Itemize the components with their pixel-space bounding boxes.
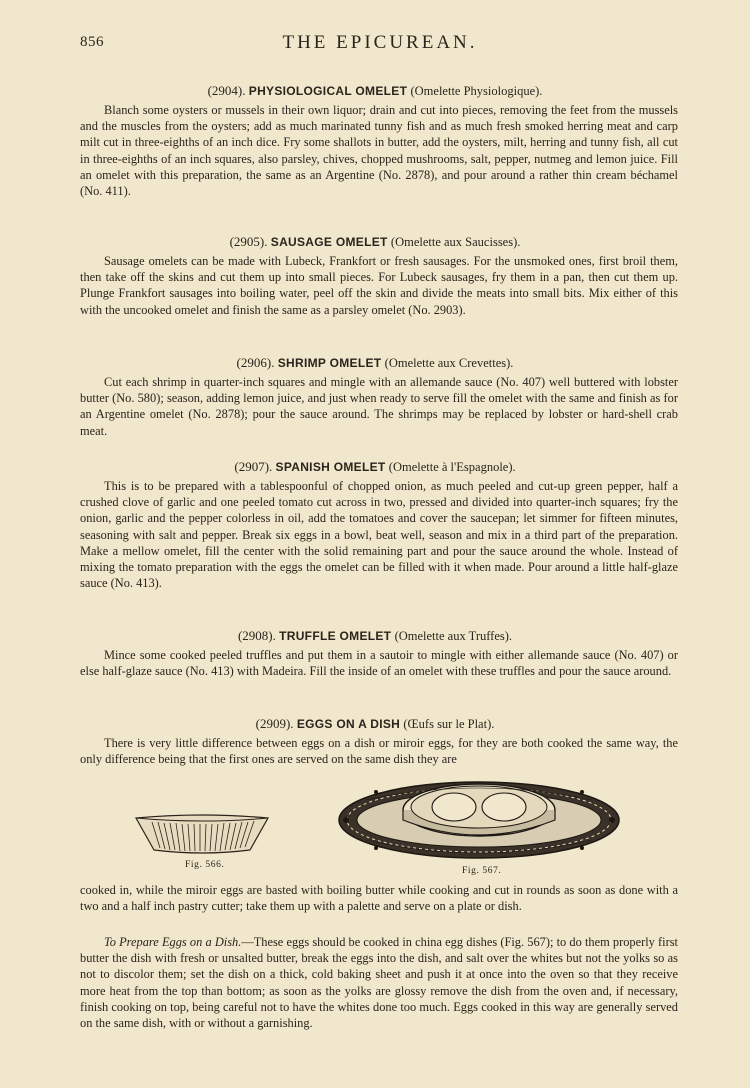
- section-title: PHYSIOLOGICAL OMELET: [248, 84, 408, 98]
- section-body: Blanch some oysters or mussels in their own liquor; drain and cut into pieces, removing the feet from the mussels and the muscles from the oysters; add as much marinated tunny fish and as much fresh smoked herring meat and carp milt cut in three-eighths of an inch dice. Fry some shallots in butter, add the oysters, milt, herring and tunny fish, all cut in three-eighths of an inch squares, also parsley, chives, chopped mushrooms, salt, pepper, nutmeg and lemon juice. Fill an omelet with this preparation, the same as an Argentine (No. 2878), and pour around a rather thin cream béchamel (No. 411).: [80, 103, 678, 199]
- section-french-title: (Omelette à l'Espagnole).: [388, 460, 516, 474]
- running-title: THE EPICUREAN.: [282, 32, 478, 53]
- section-french-title: (Omelette aux Crevettes).: [384, 356, 514, 370]
- page-number: 856: [80, 34, 104, 50]
- section-title: SHRIMP OMELET: [277, 356, 382, 370]
- section-body: There is very little difference between eggs on a dish or miroir eggs, for they are both cooked the same way, the only difference being that the first ones are served on the same dish they are: [80, 736, 678, 767]
- page-header: [80, 34, 680, 58]
- section-body: Mince some cooked peeled truffles and put them in a sautoir to mingle with either allemande sauce (No. 407) or else half-glaze sauce (No. 413) with Madeira. Fill the inside of an omelet with these truffles and pour the sauce around.: [80, 648, 678, 679]
- section-body: This is to be prepared with a tablespoonful of chopped onion, as much peeled and cut-up green pepper, half a crushed clove of garlic and one peeled tomato cut across in two, pressed and divided into quarter-inch squares; fry the onion, garlic and the pepper colorless in oil, add the tomatoes and cover the saucepan; let simmer for fifteen minutes, seasoning with salt and pepper. Break six eggs in a bowl, beat well, season and mix in a third part of the preparation. Make a mellow omelet, fill the center with the solid remaining part and pour the sauce around the whole. Instead of mixing the tomato preparation with the eggs the omelet can be filled with it when made. Pour around a little half-glaze sauce (No. 413).: [80, 479, 678, 591]
- section-body: Cut each shrimp in quarter-inch squares and mingle with an allemande sauce (No. 407) well buttered with lobster butter (No. 580); season, adding lemon juice, and just when ready to serve fill the omelet with the same and finish as for an Argentine omelet (No. 2878); pour the sauce around. The shrimps may be replaced by lobster or hard-shell crab meat.: [80, 375, 678, 438]
- section-french-title: (Omelette aux Truffes).: [394, 629, 513, 643]
- section-heading: [0, 628, 750, 644]
- section-title: TRUFFLE OMELET: [279, 629, 392, 643]
- section-number: (2906).: [236, 355, 275, 370]
- section-title: SAUSAGE OMELET: [270, 235, 388, 249]
- subsection-heading: To Prepare Eggs on a Dish.: [104, 935, 242, 949]
- section-heading: [0, 355, 750, 371]
- subsection-paragraph: [80, 934, 678, 1031]
- section-number: (2908).: [237, 628, 276, 643]
- section-heading: [0, 716, 750, 732]
- section-title: SPANISH OMELET: [275, 460, 386, 474]
- section-heading: [0, 234, 750, 250]
- section-number: (2904).: [207, 83, 246, 98]
- figure-caption: Fig. 567.: [462, 866, 502, 876]
- section-number: (2907).: [234, 459, 273, 474]
- section-body: Sausage omelets can be made with Lubeck, Frankfort or fresh sausages. For the unsmoked ones, first broil them, then take off the skins and cut them up into small pieces. For Lubeck sausages, fry them in a pan, then cut them up. Plunge Frankfort sausages into boiling water, peel off the skin and divide the meats into small bits. Mix either of this with the uncooked omelet and finish the same as a parsley omelet (No. 2903).: [80, 254, 678, 317]
- section-number: (2909).: [255, 716, 294, 731]
- section-heading: [0, 83, 750, 99]
- section-french-title: (Omelette aux Saucisses).: [390, 235, 521, 249]
- section-body-continued: cooked in, while the miroir eggs are basted with boiling butter while cooking and cut in rounds as soon as done with a two and a half inch pastry cutter; take them up with a palette and serve on a plate or dish.: [80, 883, 678, 914]
- oval-fluted-dish-icon: [132, 810, 272, 858]
- section-heading: [0, 459, 750, 475]
- section-french-title: (Omelette Physiologique).: [410, 84, 543, 98]
- egg-dish-on-platter-icon: [336, 770, 622, 864]
- section-french-title: (Œufs sur le Plat).: [403, 717, 495, 731]
- section-title: EGGS ON A DISH: [296, 717, 401, 731]
- subsection-body: —These eggs should be cooked in china egg dishes (Fig. 567); to do them properly first butter the dish with fresh or unsalted butter, break the eggs into the dish, and salt over the whites but not the yolks so as not to discolor them; set the dish on a thick, cold baking sheet and push it at once into the oven so that they receive more heat from the top than bottom; as soon as the yolks are glossy remove the dish from the oven and, if necessary, finish cooking on top, being careful not to have the whites done too much. Eggs cooked in this way are generally served on the same dish, with or without a garnishing.: [80, 935, 678, 1031]
- figure-caption: Fig. 566.: [185, 860, 225, 870]
- section-number: (2905).: [229, 234, 268, 249]
